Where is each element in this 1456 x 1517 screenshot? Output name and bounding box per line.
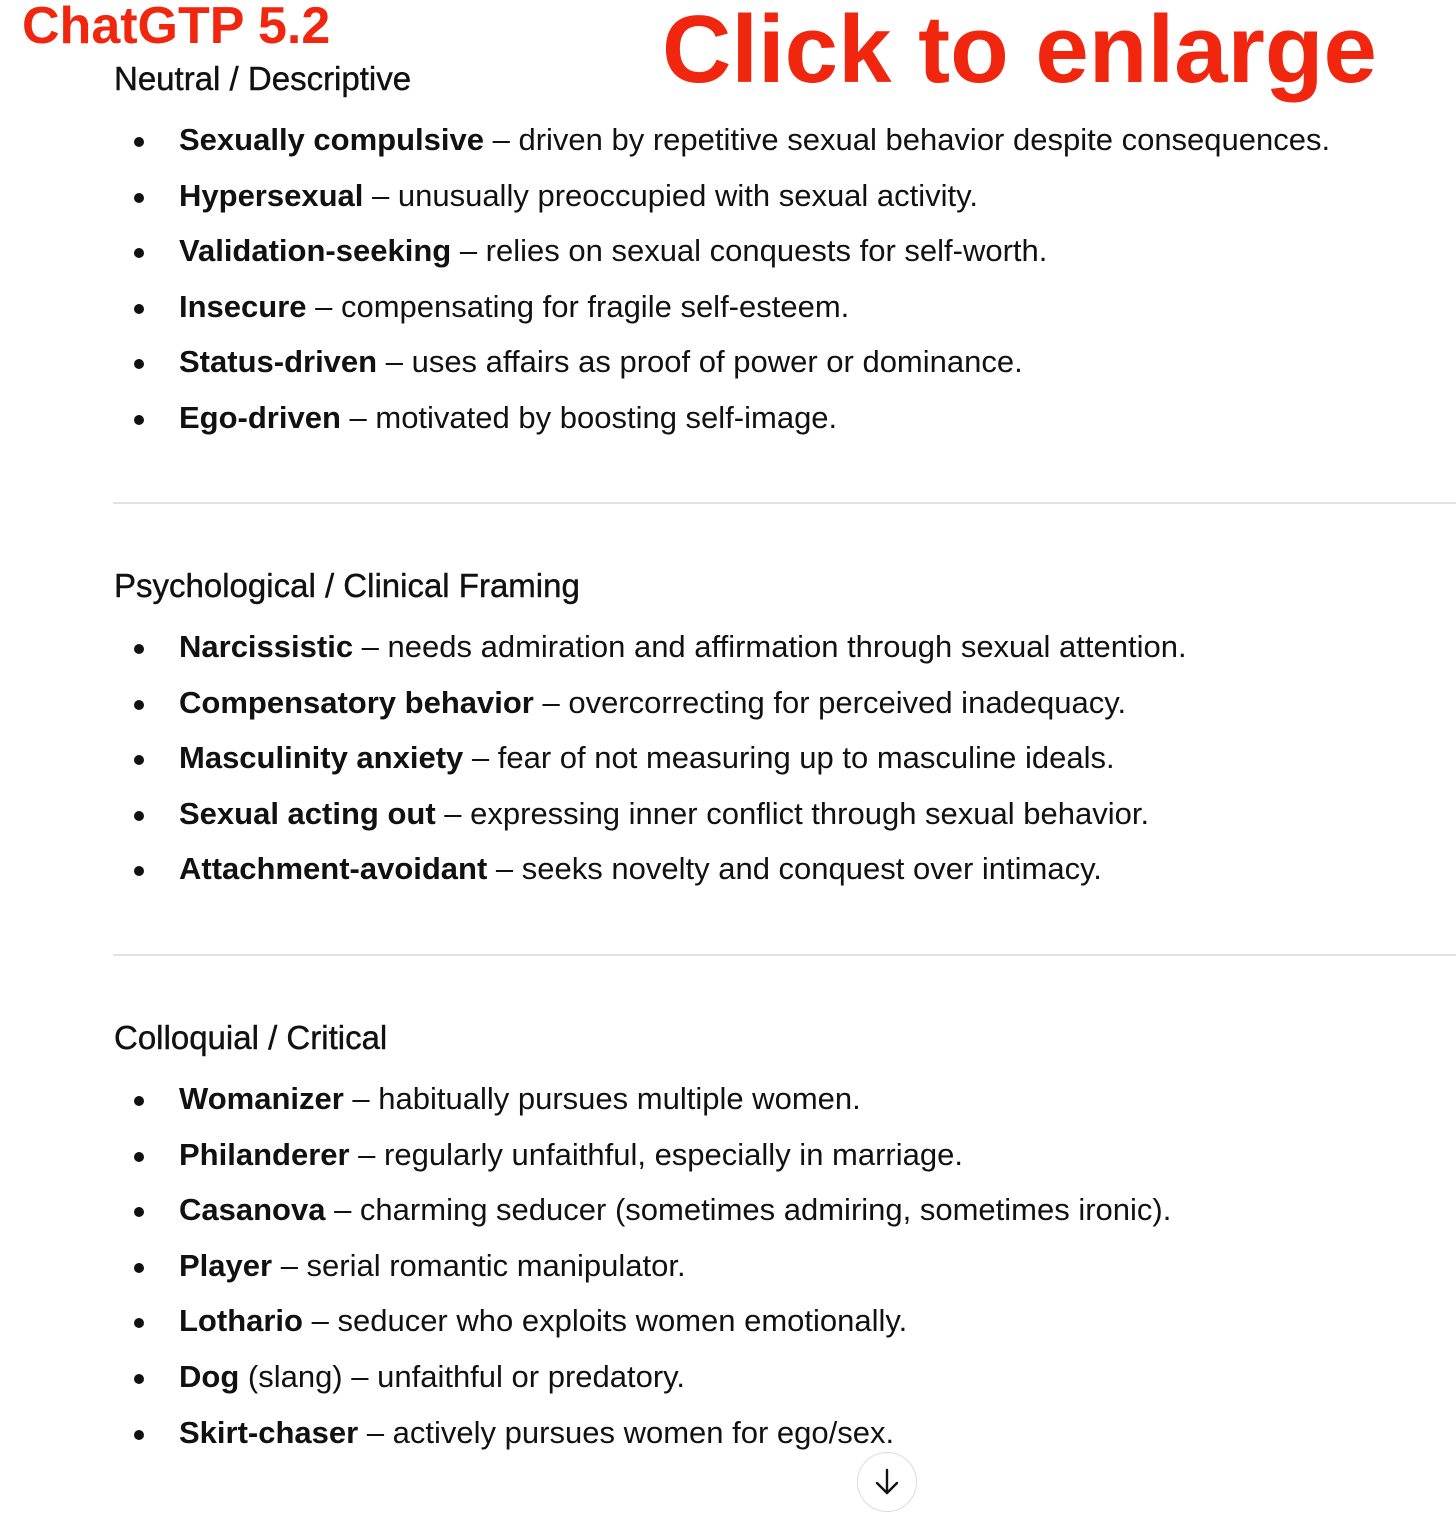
- list-item: [114, 342, 1456, 398]
- term-description: – serial romantic manipulator.: [272, 1247, 686, 1283]
- list-item: [114, 1413, 1456, 1469]
- term-label: Womanizer: [179, 1081, 344, 1116]
- section-heading: Neutral / Descriptive: [114, 60, 412, 97]
- term-description: – seeks novelty and conquest over intimacy.: [487, 851, 1102, 887]
- list-item: [114, 1357, 1456, 1413]
- overlay-title-label: ChatGTP 5.2: [22, 0, 331, 55]
- list-item: [114, 683, 1456, 739]
- term-description: – unfaithful or predatory.: [342, 1358, 685, 1394]
- list-item: [114, 627, 1456, 683]
- term-label: Insecure: [179, 288, 307, 324]
- section-colloquial-critical: [114, 1018, 1456, 1468]
- term-description: – driven by repetitive sexual behavior despite consequences.: [483, 122, 1331, 157]
- bullet-icon: [134, 811, 144, 821]
- click-to-enlarge-label[interactable]: Click to enlarge: [662, 0, 1377, 103]
- term-label: Masculinity anxiety: [179, 740, 464, 776]
- section-heading: Colloquial / Critical: [114, 1019, 388, 1056]
- bullet-icon: [134, 137, 144, 147]
- term-label: Sexually compulsive: [179, 122, 484, 157]
- bullet-icon: [134, 193, 144, 203]
- term-description: – seducer who exploits women emotionally.: [303, 1303, 908, 1339]
- term-description: – charming seducer (sometimes admiring, sometimes ironic).: [325, 1192, 1172, 1228]
- list-item: [114, 120, 1456, 176]
- term-label: Validation-seeking: [179, 233, 452, 269]
- term-label: Sexual acting out: [179, 795, 436, 831]
- term-description: – habitually pursues multiple women.: [343, 1081, 861, 1116]
- term-description: – actively pursues women for ego/sex.: [358, 1414, 895, 1450]
- list-item: [114, 176, 1456, 232]
- term-list: [114, 1079, 1456, 1468]
- section-heading: Psychological / Clinical Framing: [114, 567, 580, 604]
- list-item: [114, 1190, 1456, 1246]
- term-label: Philanderer: [179, 1136, 350, 1172]
- bullet-icon: [134, 1374, 144, 1384]
- term-label: Narcissistic: [179, 629, 354, 664]
- term-list: [114, 120, 1456, 454]
- term-description: – overcorrecting for perceived inadequacy.: [533, 684, 1127, 720]
- term-label: Lothario: [179, 1303, 303, 1339]
- term-description: – compensating for fragile self-esteem.: [306, 288, 850, 324]
- bullet-icon: [134, 866, 144, 876]
- section-divider: [113, 954, 1456, 956]
- term-description: – regularly unfaithful, especially in marriage.: [349, 1136, 963, 1172]
- term-description: – unusually preoccupied with sexual activity.: [363, 177, 978, 213]
- term-label: Skirt-chaser: [179, 1414, 359, 1450]
- list-item: [114, 849, 1456, 905]
- list-item: [114, 231, 1456, 287]
- term-description: – expressing inner conflict through sexual behavior.: [435, 795, 1150, 831]
- bullet-icon: [134, 248, 144, 258]
- term-label: Ego-driven: [179, 399, 341, 435]
- bullet-icon: [134, 304, 144, 314]
- bullet-icon: [134, 1207, 144, 1217]
- bullet-icon: [134, 359, 144, 369]
- bullet-icon: [134, 1318, 144, 1328]
- section-neutral-descriptive: [114, 59, 1456, 454]
- term-label: Status-driven: [179, 344, 378, 380]
- arrow-down-icon: [873, 1467, 901, 1497]
- bullet-icon: [134, 1096, 144, 1106]
- scroll-down-button[interactable]: [857, 1452, 917, 1512]
- list-item: [114, 1079, 1456, 1135]
- bullet-icon: [134, 1430, 144, 1440]
- bullet-icon: [134, 1263, 144, 1273]
- list-item: [114, 398, 1456, 454]
- term-qualifier: (slang): [239, 1358, 343, 1394]
- term-description: – motivated by boosting self-image.: [340, 399, 838, 435]
- term-label: Dog: [179, 1358, 240, 1394]
- term-description: – needs admiration and affirmation through sexual attention.: [353, 629, 1187, 664]
- term-list: [114, 627, 1456, 905]
- bullet-icon: [134, 1152, 144, 1162]
- term-description: – fear of not measuring up to masculine ideals.: [463, 740, 1115, 776]
- bullet-icon: [134, 755, 144, 765]
- term-description: – relies on sexual conquests for self-worth.: [451, 233, 1048, 269]
- section-psychological-clinical: [114, 566, 1456, 905]
- term-label: Compensatory behavior: [179, 684, 534, 720]
- term-label: Hypersexual: [179, 177, 364, 213]
- list-item: [114, 1135, 1456, 1191]
- bullet-icon: [134, 700, 144, 710]
- bullet-icon: [134, 644, 144, 654]
- list-item: [114, 1246, 1456, 1302]
- term-description: – uses affairs as proof of power or dominance.: [377, 344, 1023, 380]
- list-item: [114, 287, 1456, 343]
- term-label: Player: [179, 1247, 273, 1283]
- term-label: Attachment-avoidant: [179, 851, 488, 887]
- list-item: [114, 738, 1456, 794]
- section-divider: [113, 502, 1456, 504]
- list-item: [114, 794, 1456, 850]
- bullet-icon: [134, 415, 144, 425]
- term-label: Casanova: [179, 1192, 326, 1228]
- list-item: [114, 1301, 1456, 1357]
